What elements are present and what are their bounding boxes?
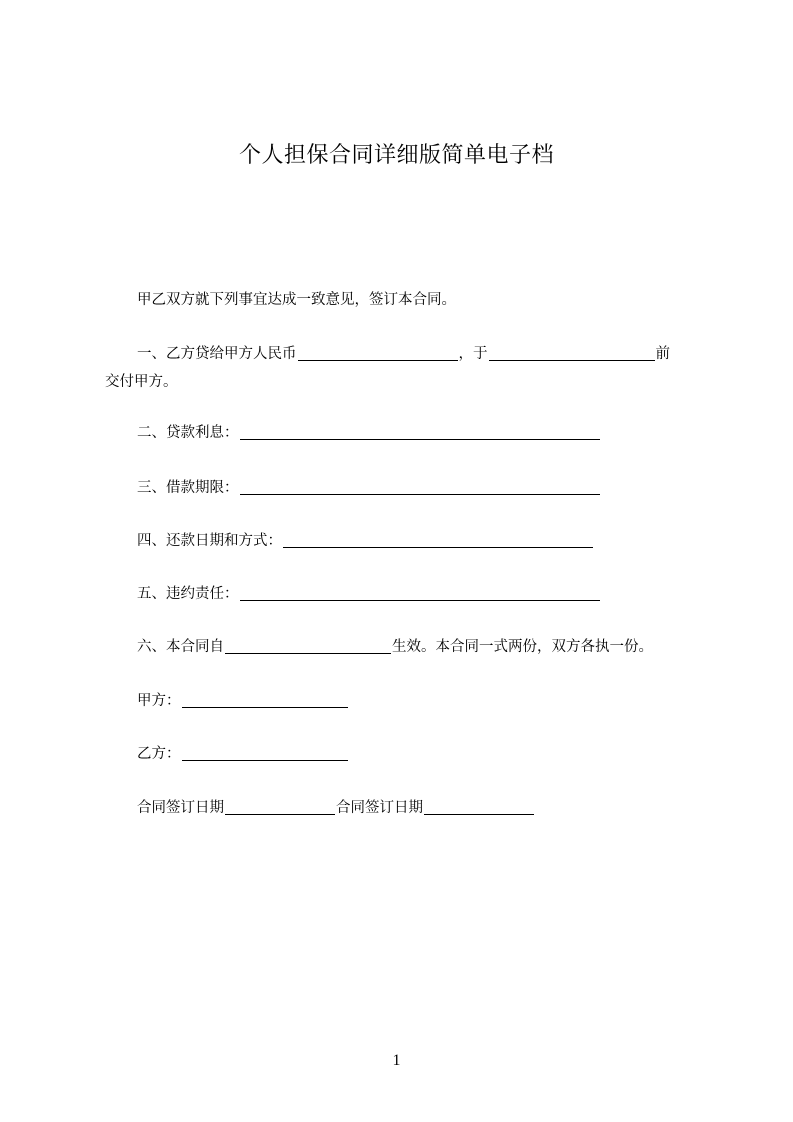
party-a-blank [182,689,348,708]
clause-5 [105,580,737,608]
term-blank [240,476,600,495]
clause-6-suffix: 生效。本合同一式两份，双方各执一份。 [392,639,653,655]
sign-date-blank-1 [225,796,335,815]
sign-date-label-2: 合同签订日期 [336,800,423,816]
clause-1-end: 前 [655,346,670,362]
clause-1 [105,340,737,368]
clause-2 [105,419,737,447]
clause-1-prefix: 一、乙方贷给甲方人民币 [137,346,297,362]
clause-1-mid: ，于 [458,346,488,362]
party-b-label: 乙方： [137,746,181,762]
sign-date-label-1: 合同签订日期 [137,800,224,816]
intro-paragraph [105,286,737,314]
clause-4-label: 四、还款日期和方式： [137,533,282,549]
effective-date-blank [225,635,391,654]
party-b-line [105,740,737,768]
party-a-label: 甲方： [137,693,181,709]
clause-5-label: 五、违约责任： [137,586,239,602]
document-title: 个人担保合同详细版简单电子档 [238,143,554,168]
clause-3-label: 三、借款期限： [137,480,239,496]
liability-blank [240,582,600,601]
clause-6-prefix: 六、本合同自 [137,639,224,655]
repayment-blank [283,529,593,548]
sign-date-line [105,794,737,822]
clause-4 [105,527,737,555]
delivery-date-blank [489,342,655,361]
clause-1-continuation [105,368,705,396]
clause-1-continuation-text: 交付甲方。 [105,374,178,390]
clause-2-label: 二、贷款利息： [137,425,239,441]
clause-3 [105,474,737,502]
sign-date-blank-2 [424,796,534,815]
amount-blank [298,342,458,361]
party-a-line [105,687,737,715]
clause-6 [105,633,737,661]
interest-blank [240,421,600,440]
party-b-blank [182,742,348,761]
page-number: 1 [392,1052,401,1069]
intro-text: 甲乙双方就下列事宜达成一致意见，签订本合同。 [137,292,456,308]
